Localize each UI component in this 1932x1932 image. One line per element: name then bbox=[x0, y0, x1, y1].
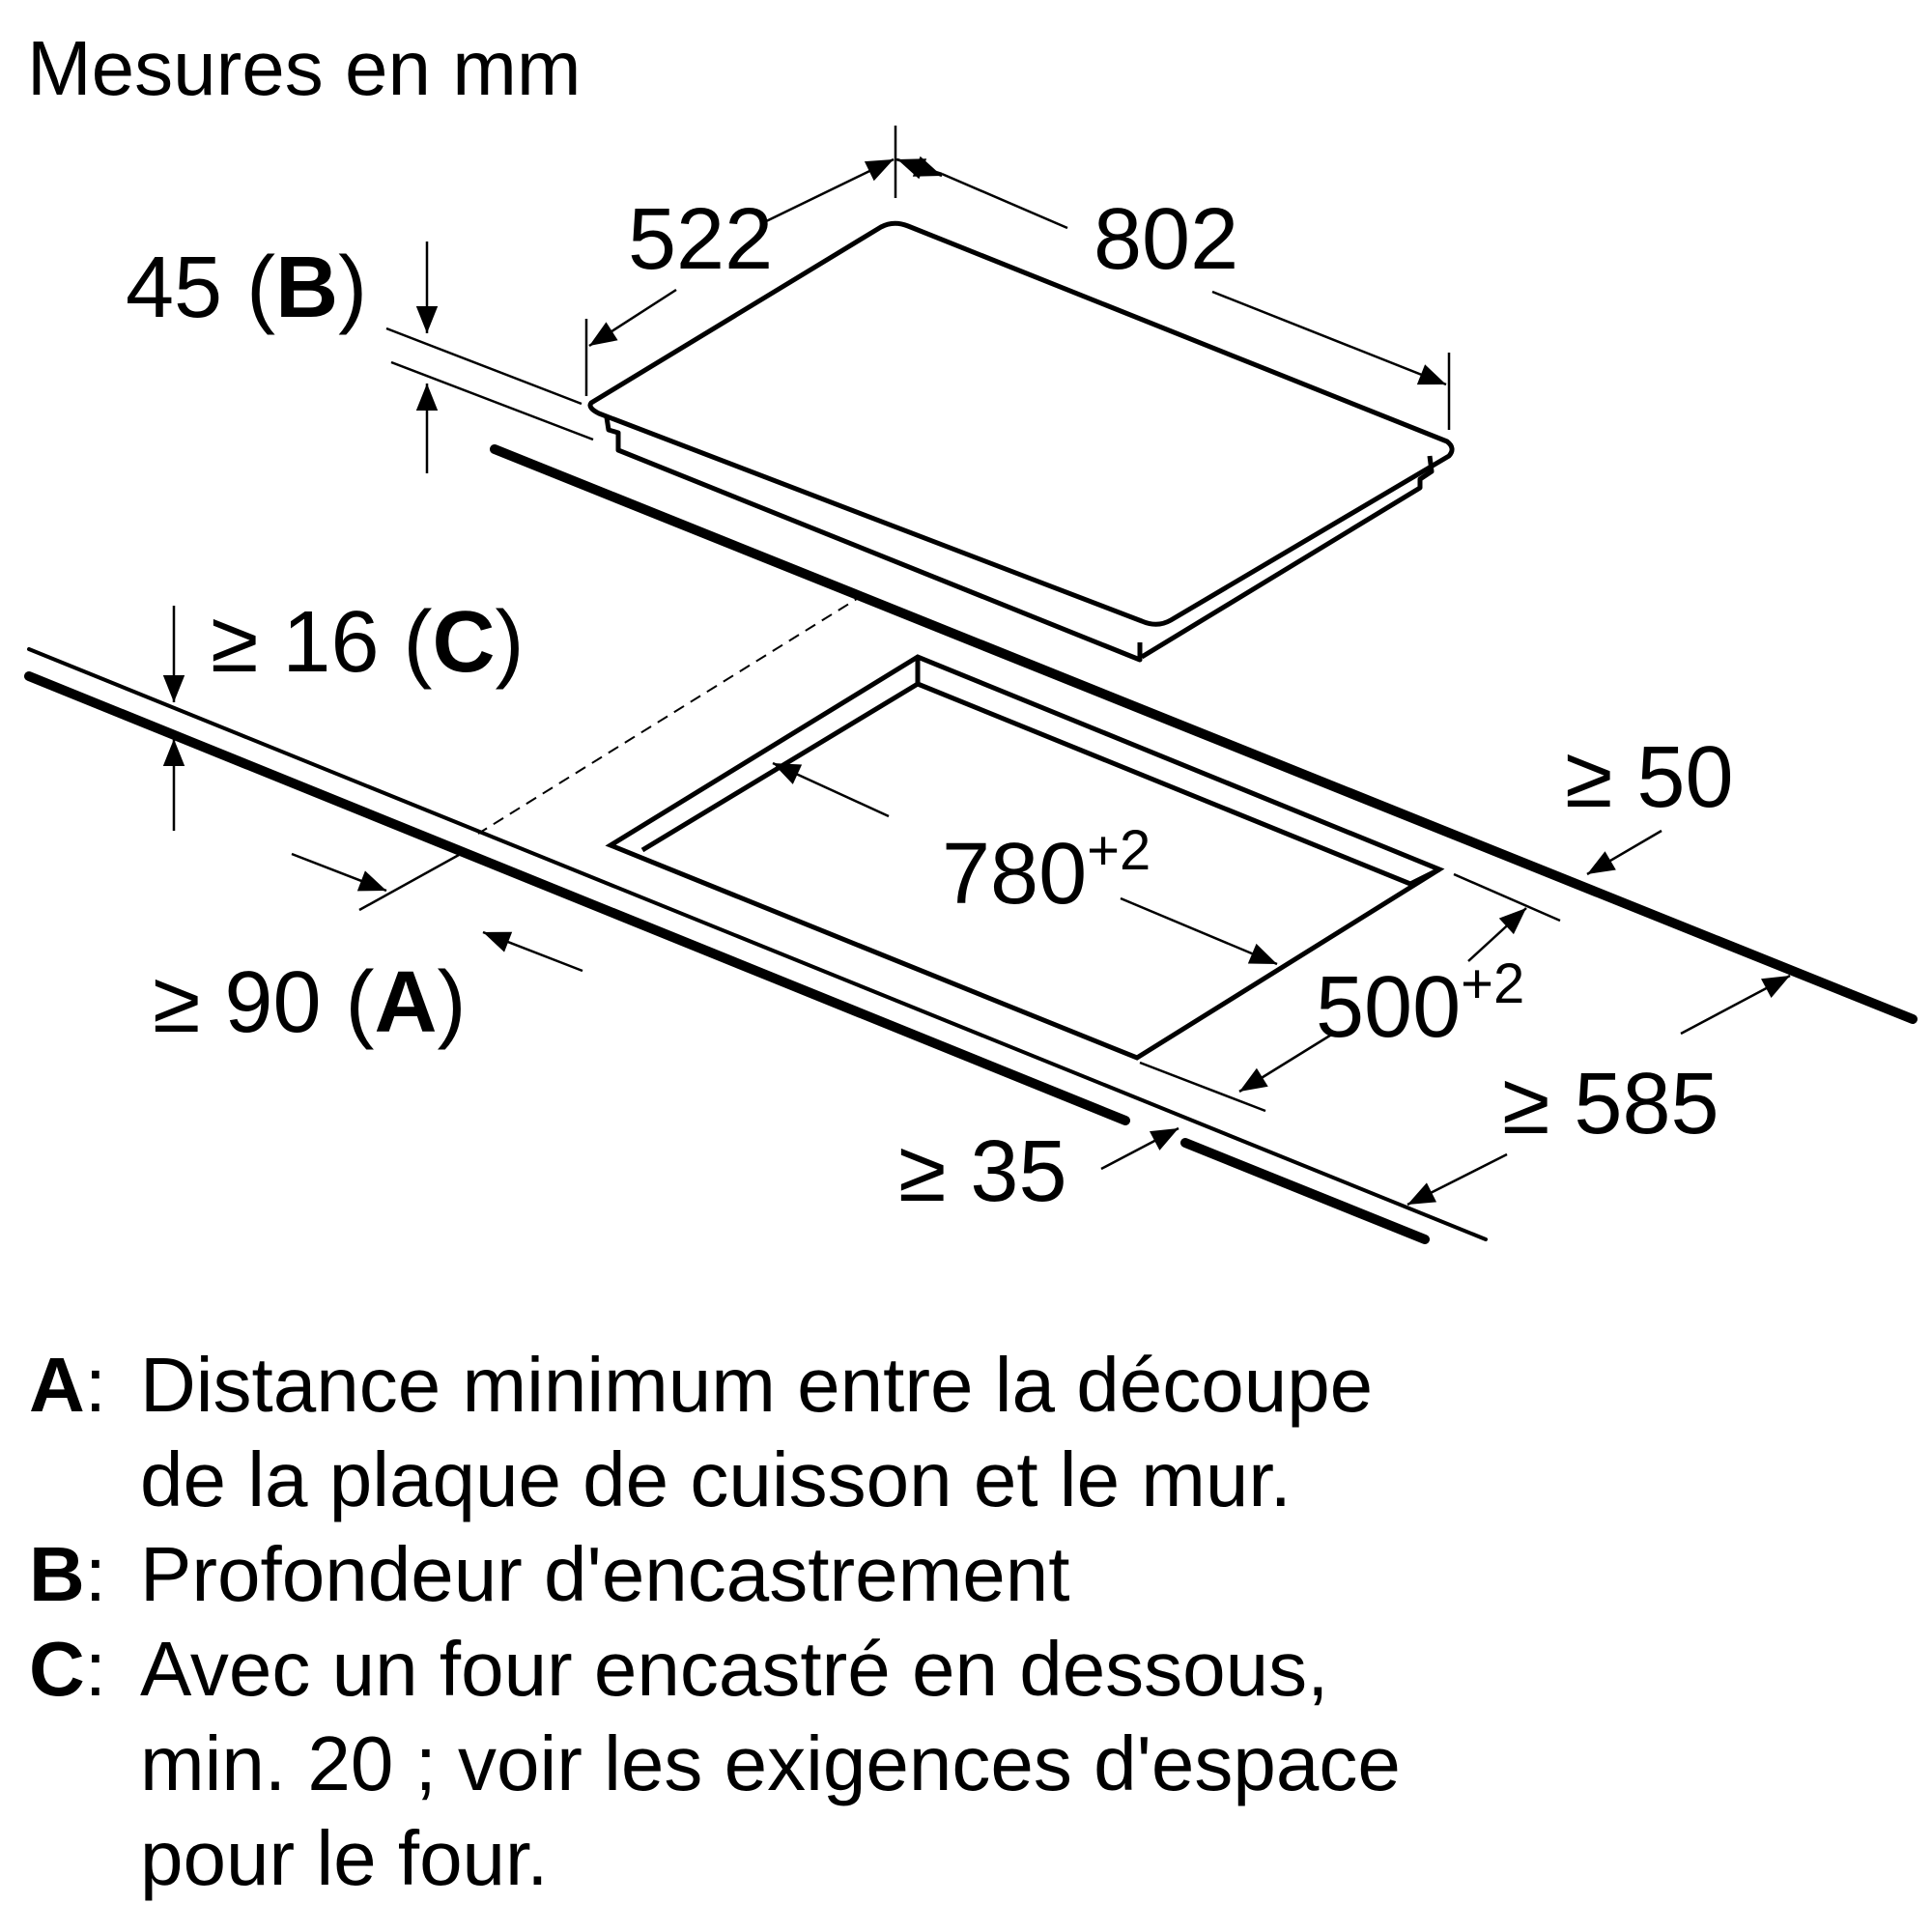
worktop-front bbox=[29, 649, 1486, 1239]
dim-rear-min: ≥ 50 bbox=[1565, 729, 1734, 826]
legend-item-c bbox=[29, 1622, 1903, 1906]
dim-wall-ref: A bbox=[374, 954, 438, 1051]
legend-item-a bbox=[29, 1338, 1903, 1527]
dim-width: 802 bbox=[1094, 191, 1239, 288]
legend bbox=[29, 1338, 1903, 1906]
wall-dimension-lines bbox=[292, 854, 582, 971]
dim-wall-dist-value: ≥ 90 bbox=[153, 954, 322, 1051]
legend-key-a: A: bbox=[29, 1342, 107, 1428]
hob bbox=[590, 223, 1452, 660]
worktop-depth-arrow bbox=[1407, 1154, 1507, 1205]
dim-depth: 522 bbox=[628, 191, 774, 288]
dim-cutout-depth-tol: +2 bbox=[1461, 952, 1525, 1015]
legend-item-b bbox=[29, 1527, 1903, 1622]
legend-text-c bbox=[140, 1622, 1903, 1906]
rear-clearance-arrow bbox=[1587, 831, 1662, 874]
worktop-depth-arrow-top bbox=[1681, 976, 1790, 1034]
legend-a-line1: Distance minimum entre la découpe bbox=[140, 1342, 1374, 1428]
front-clearance-arrow bbox=[1101, 1128, 1179, 1169]
page-title: Mesures en mm bbox=[27, 25, 582, 111]
dim-cutout-depth-value: 500 bbox=[1316, 959, 1462, 1056]
dim-cutout-width-value: 780 bbox=[942, 826, 1088, 923]
dim-gap-ref: C bbox=[432, 594, 496, 691]
dim-cutout-width bbox=[942, 819, 1151, 923]
legend-key-a-letter: A bbox=[29, 1342, 85, 1428]
dim-front-min: ≥ 35 bbox=[898, 1123, 1067, 1220]
dim-cutout-width-tol: +2 bbox=[1087, 819, 1151, 882]
dim-gap-min: ≥ 16 (C) bbox=[211, 594, 525, 691]
legend-text-a bbox=[140, 1338, 1903, 1527]
legend-key-b-letter: B bbox=[29, 1531, 85, 1617]
dim-gap-min-value: ≥ 16 bbox=[211, 594, 380, 691]
projection-line bbox=[478, 594, 865, 834]
legend-c-line2: min. 20 ; voir les exigences d'espace bbox=[140, 1720, 1401, 1806]
dim-height-ref: B bbox=[275, 240, 339, 336]
legend-c-line3: pour le four. bbox=[140, 1815, 549, 1901]
dim-cutout-depth bbox=[1316, 952, 1524, 1056]
legend-text-b bbox=[140, 1527, 1903, 1622]
hob-dimension-lines bbox=[386, 126, 1449, 473]
cutout-dimension-lines bbox=[773, 763, 1560, 1111]
legend-b-line1: Profondeur d'encastrement bbox=[140, 1531, 1070, 1617]
dim-worktop-min: ≥ 585 bbox=[1502, 1056, 1719, 1152]
dim-height: 45 (B) bbox=[126, 240, 368, 336]
dim-wall-dist: ≥ 90 (A) bbox=[153, 954, 467, 1051]
legend-c-line1: Avec un four encastré en dessous, bbox=[140, 1626, 1329, 1712]
legend-a-line2: de la plaque de cuisson et le mur. bbox=[140, 1436, 1292, 1522]
legend-key-c: C: bbox=[29, 1626, 107, 1712]
legend-key-c-letter: C bbox=[29, 1626, 85, 1712]
legend-key-b: B: bbox=[29, 1531, 107, 1617]
dim-height-value: 45 bbox=[126, 240, 223, 336]
